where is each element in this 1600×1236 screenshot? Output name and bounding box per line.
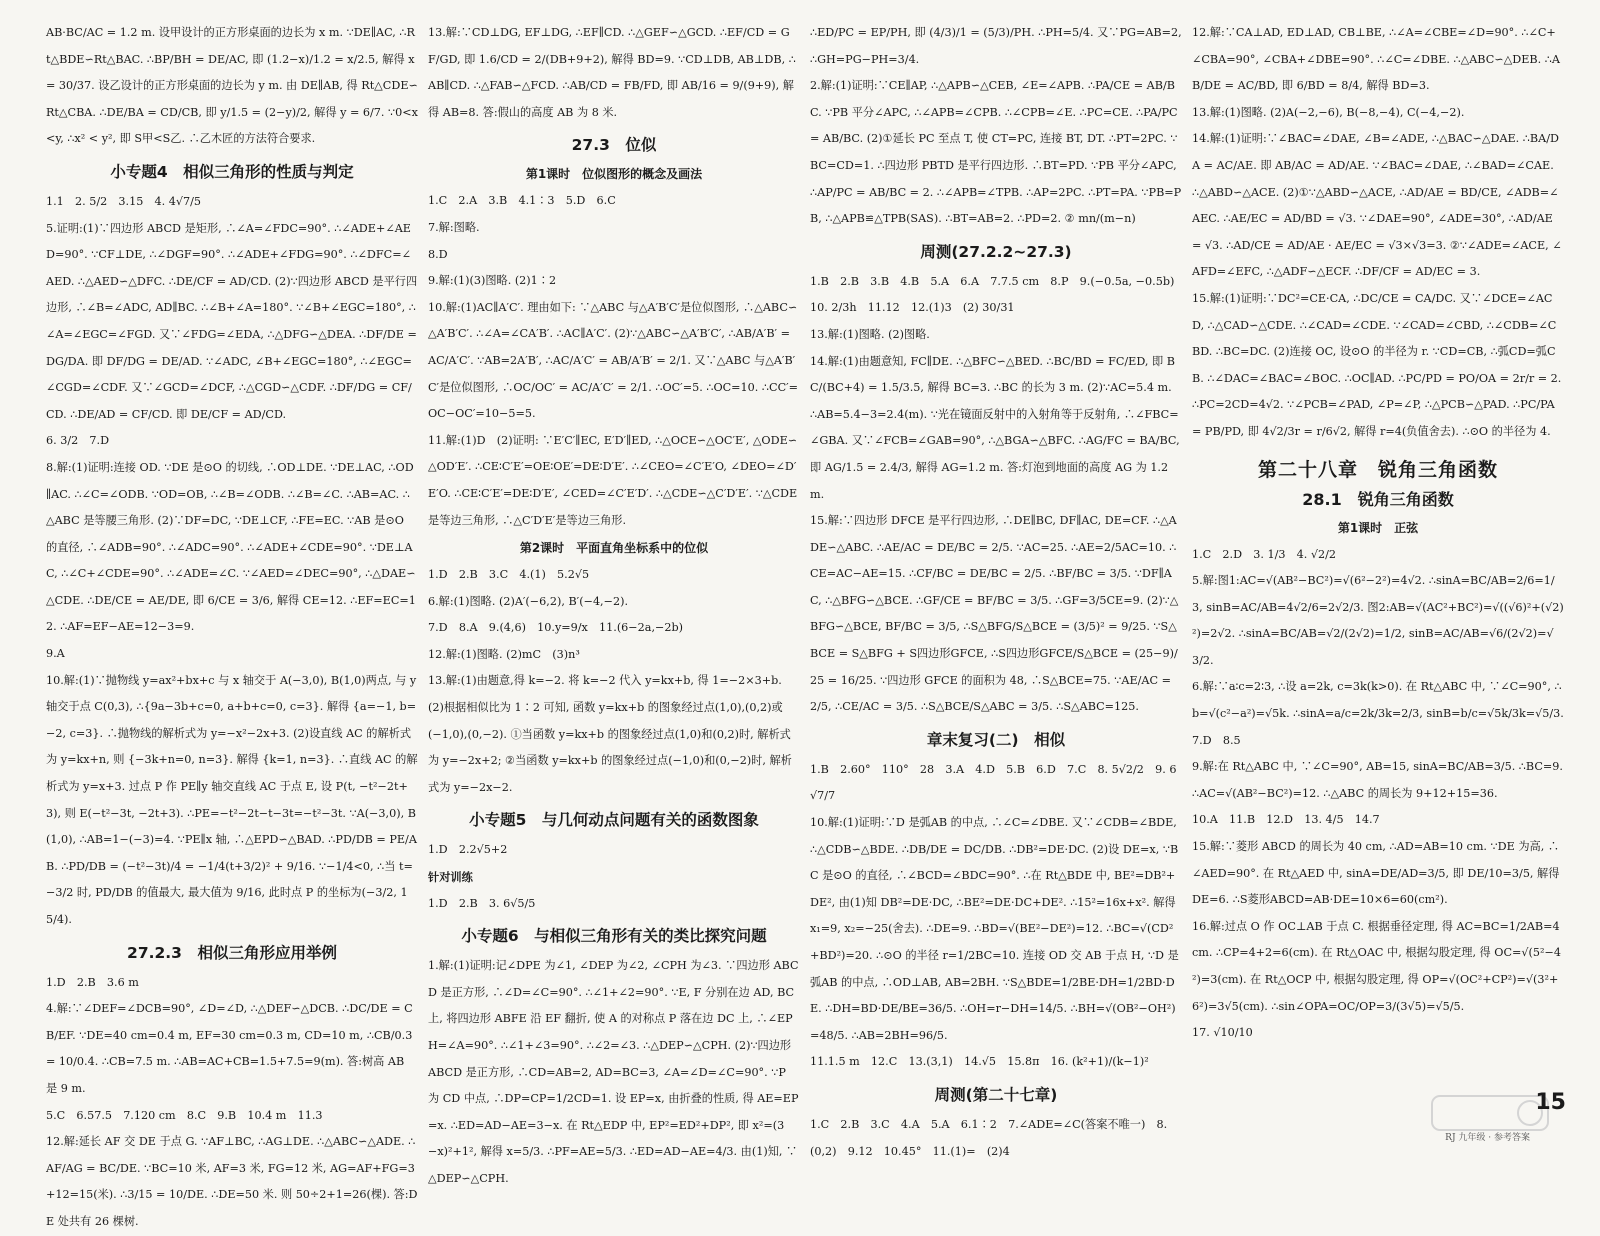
paragraph: 1.D 2.2√5+2 [428,843,508,857]
column-2 [428,20,800,1193]
section-heading: 27.3 位似 [571,136,657,155]
paragraph: 15.解:∵四边形 DFCE 是平行四边形, ∴DE∥BC, DF∥AC, DE=CF. ∴△ADE∽△ABC. ∴AE/AC = DE/BC = 2/5. ∵AC=25. ∴AE=2/5AC=10. ∴CE=AC−AE=15. ∴CF/BC = DE/BC = 2/5. ∴BF/BC = 3/5. ∵DF∥AC, ∴△BFG∽△BCE. ∴GF/CE = BF/BC = 3/5. ∴GF=3/5CE=9. (2)∵△BFG∽△BCE, BF/BC = 3/5, ∴S△BFG/S△BCE = (3/5)² = 9/25. ∵S△BCE = S△BFG + S四边形GFCE, ∴S四边形GFCE/S△BCE = (25−9)/25 = 16/25. ∵四边形 GFCE 的面积为 48, ∴S△BCE=75. ∵AE/AC = 2/5, ∴CE/AC = 3/5. ∴S△BCE/S△ABC = 3/5. ∴S△ABC=125. [810,514,1179,714]
paragraph: 8.D [428,247,448,261]
paragraph: 1.1 2. 5/2 3.15 4. 4√7/5 [46,194,201,208]
paragraph: 2.解:(1)证明:∵CE∥AP, ∴△APB∽△CEB, ∠E=∠APB. ∴PA/CE = AB/BC. ∵PB 平分∠APC, ∴∠APB=∠CPB. ∴∠CPB=∠E. ∴PC=CE. ∴PA/PC = AB/BC. (2)①延长 PC 至点 T, 使 CT=PC, 连接 BT, DT. ∴PT=2PC. ∵BC=CD=1. ∴四边形 PBTD 是平行四边形. ∴BT=PD. ∵PB 平分∠APC, ∴AP/PC = AB/BC = 2. ∴∠APB=∠TPB. ∴AP=2PC. ∴PT=PA. ∵PB=PB, ∴△APB≌△TPB(SAS). ∴BT=AB=2. ∴PD=2. ② mn/(m−n) [810,79,1182,226]
paragraph: 1.B 2.B 3.B 4.B 5.A 6.A 7.7.5 cm 8.P 9.(−0.5a, −0.5b) 10. 2/3h 11.12 12.(1)3 (2) 30/31 [810,274,1186,315]
section-heading: 周测(27.2.2∼27.3) [920,242,1072,261]
paragraph: 10.解:(1)AC∥A′C′. 理由如下: ∵△ABC 与△A′B′C′是位似图形, ∴△ABC∽△A′B′C′. ∴∠A=∠CA′B′. ∴AC∥A′C′. (2)∵△ABC∽△A′B′C′, ∴AB/A′B′ = AC/A′C′. ∵AB=2A′B′, ∴AC/A′C′ = AB/A′B′ = 2/1. 又∵△ABC 与△A′B′C′是位似图形, ∴OC/OC′ = AC/A′C′ = 2/1. ∴OC′=5. ∴OC=10. ∴CC′=OC−OC′=10−5=5. [428,300,799,421]
page-footer: RJ 九年级 · 参考答案 [1445,1133,1530,1143]
chapter-heading: 第二十八章 锐角三角函数 [1257,458,1498,481]
paragraph: AB·BC/AC = 1.2 m. 设甲设计的正方形桌面的边长为 x m. ∵DE∥AC, ∴Rt△BDE∽Rt△BAC. ∴BP/BH = DE/AC, 即 (1.2−x)/1.2 = x/2.5, 解得 x = 30/37. 设乙设计的正方形桌面的边长为 y m. 由 DE∥AB, 得 Rt△CDE∽Rt△CBA. ∴DE/BA = CD/CB, 即 y/1.5 = (2−y)/2, 解得 y = 6/7. ∵0<x<y, ∴x² < y², 即 S甲<S乙. ∴乙木匠的方法符合要求. [46,26,418,146]
paragraph: 1.C 2.D 3. 1/3 4. √2/2 [1192,547,1337,561]
page-number: 15 [1535,1090,1566,1115]
column-1 [46,20,418,1236]
paragraph: 13.解:(1)由题意,得 k=−2. 将 k=−2 代入 y=kx+b, 得 1=−2×3+b. (2)根据相似比为 1∶2 可知, 函数 y=kx+b 的图象经过点(1,0),(0,2)或(−1,0),(0,−2). ①当函数 y=kx+b 的图象经过点(1,0)和(0,2)时, 解析式为 y=−2x+2; ②当函数 y=kx+b 的图象经过点(−1,0)和(0,−2)时, 解析式为 y=−2x−2. [428,674,792,794]
paragraph: 10.A 11.B 12.D 13. 4/5 14.7 [1192,813,1380,827]
lesson-heading: 第1课时 正弦 [1337,520,1419,535]
lesson-heading: 第2课时 平面直角坐标系中的位似 [519,541,709,556]
paragraph: 1.D 2.B 3.6 m [46,975,139,989]
paragraph: 10.解:(1)∵抛物线 y=ax²+bx+c 与 x 轴交于 A(−3,0), B(1,0)两点, 与 y 轴交于点 C(0,3), ∴{9a−3b+c=0, a+b+c=0, c=3}. 解得 {a=−1, b=−2, c=3}. ∴抛物线的解析式为 y=−x²−2x+3. (2)设直线 AC 的解析式为 y=kx+n, 则 {−3k+n=0, n=3}. 解得 {k=1, n=3}. ∴直线 AC 的解析式为 y=x+3. 过点 P 作 PE∥y 轴交直线 AC 于点 E, 设 P(t, −t²−2t+3), 则 E(−t²−3t, −2t+3). ∴PE=−t²−2t−t−3t=−t²−3t. ∵A(−3,0), B(1,0), ∴AB=1−(−3)=4. ∵PE∥x 轴, ∴△EPD∽△BAD. ∴PD/DB = PE/AB. ∴PD/DB = (−t²−3t)/4 = −1/4(t+3/2)² + 9/16. ∵−1/4<0, ∴当 t=−3/2 时, PD/DB 的值最大, 最大值为 9/16, 此时点 P 的坐标为(−3/2, 15/4). [46,673,418,926]
paragraph: 13.解:(1)图略. (2)A(−2,−6), B(−8,−4), C(−4,−2). [1192,105,1465,119]
paragraph: 7.D 8.5 [1192,733,1241,747]
paragraph: 15.解:∵菱形 ABCD 的周长为 40 cm, ∴AD=AB=10 cm. ∵DE 为高, ∴∠AED=90°. 在 Rt△AED 中, sinA=DE/AD=3/5, 即 DE/10=3/5, 解得 DE=6. ∴S菱形ABCD=AB·DE=10×6=60(cm²). [1192,840,1560,907]
paragraph: 9.解:在 Rt△ABC 中, ∵∠C=90°, AB=15, sinA=BC/AB=3/5. ∴BC=9. ∴AC=√(AB²−BC²)=12. ∴△ABC 的周长为 9+12+15=36. [1192,760,1563,800]
section-heading: 27.2.3 相似三角形应用举例 [127,943,337,962]
paragraph: 1.C 2.B 3.C 4.A 5.A 6.1∶2 7.∠ADE=∠C(答案不唯一) 8.(0,2) 9.12 10.45° 11.(1)= (2)4 [810,1117,1168,1158]
paragraph: 5.证明:(1)∵四边形 ABCD 是矩形, ∴∠A=∠FDC=90°. ∴∠ADE+∠AED=90°. ∵CF⊥DE, ∴∠DGF=90°. ∴∠ADE+∠FDG=90°. ∴∠DFC=∠AED. ∴△AED∽△DFC. ∴DE/CF = AD/CD. (2)∵四边形 ABCD 是平行四边形, ∴∠B=∠ADC, AD∥BC. ∴∠B+∠A=180°. ∵∠B+∠EGC=180°, ∴∠A=∠EGC=∠FGD. 又∵∠FDG=∠EDA, ∴△DFG∽△DEA. ∴DF/DE = DG/DA. 即 DF/DG = DE/AD. ∵∠ADC, ∠B+∠EGC=180°, ∴∠EGC=∠CGD=∠CDF. 又∵∠GCD=∠DCF, ∴△CGD∽△CDF. ∴DF/DG = CF/CD. ∴DE/AD = CF/CD. 即 DE/CF = AD/CD. [46,221,418,421]
paragraph: ∴ED/PC = EP/PH, 即 (4/3)/1 = (5/3)/PH. ∴PH=5/4. 又∵PG=AB=2, ∴GH=PG−PH=3/4. [810,26,1182,66]
paragraph: 1.C 2.A 3.B 4.1∶3 5.D 6.C [428,194,616,208]
paragraph: 1.解:(1)证明:记∠DPE 为∠1, ∠DEP 为∠2, ∠CPH 为∠3. ∵四边形 ABCD 是正方形, ∴∠D=∠C=90°. ∴∠1+∠2=90°. ∵E, F 分别在边 AD, BC 上, 将四边形 ABFE 沿 EF 翻折, 使 A 的对称点 P 落在边 DC 上, ∴∠EPH=∠A=90°. ∴∠1+∠3=90°. ∴∠2=∠3. ∴△DEP∽△CPH. (2)∵四边形 ABCD 是正方形, ∴CD=AB=2, AD=BC=3, ∠A=∠D=∠C=90°. ∵P 为 CD 中点, ∴DP=CP=1/2CD=1. 设 EP=x, 由折叠的性质, 得 AE=EP=x. ∴ED=AD−AE=3−x. 在 Rt△EDP 中, EP²=ED²+DP², 即 x²=(3−x)²+1², 解得 x=5/3. ∴PF=AE=5/3. ∴ED=AD−AE=4/3. 由(1)知, ∵△DEP∽△CPH. [428,959,799,1185]
section-heading: 章末复习(二) 相似 [926,730,1066,749]
section-heading: 小专题4 相似三角形的性质与判定 [110,162,354,181]
paragraph: 12.解:(1)图略. (2)mC (3)n³ [428,647,580,661]
section-heading: 周测(第二十七章) [934,1085,1058,1104]
paragraph: 14.解:(1)证明:∵∠BAC=∠DAE, ∠B=∠ADE, ∴△BAC∽△DAE. ∴BA/DA = AC/AE. 即 AB/AC = AD/AE. ∵∠BAC=∠DAE, ∴∠BAD=∠CAE. ∴△ABD∽△ACE. (2)①∵△ABD∽△ACE, ∴AD/AE = BD/CE, ∠ADB=∠AEC. ∴AE/EC = AD/BD = √3. ∵∠DAE=90°, ∠ADE=30°, ∴AD/AE = √3. ∴AD/CE = AD/AE · AE/EC = √3×√3=3. ②∵∠ADE=∠ACE, ∠AFD=∠EFC, ∴△ADF∽△ECF. ∴DF/CF = AD/EC = 3. [1192,132,1562,279]
section-heading: 小专题6 与相似三角形有关的类比探究问题 [461,927,767,946]
paragraph: 9.解:(1)(3)图略. (2)1∶2 [428,274,557,288]
paragraph: 6.解:(1)图略. (2)A′(−6,2), B′(−4,−2). [428,594,629,608]
paragraph: 8.解:(1)证明:连接 OD. ∵DE 是⊙O 的切线, ∴OD⊥DE. ∵DE⊥AC, ∴OD∥AC. ∴∠C=∠ODB. ∵OD=OB, ∴∠B=∠ODB. ∴∠B=∠C. ∴AB=AC. ∴△ABC 是等腰三角形. (2)∵DF=DC, ∵DE⊥CF, ∴FE=EC. ∵AB 是⊙O 的直径, ∴∠ADB=90°. ∴∠ADC=90°. ∴∠ADE+∠CDE=90°. ∵DE⊥AC, ∴∠C+∠CDE=90°. ∴∠ADE=∠C. ∵∠AED=∠DEC=90°, ∴△DAE∽△CDE. ∴DE/CE = AE/DE, 即 6/CE = 3/6, 解得 CE=12. ∴EF=EC=12. ∴AF=EF−AE=12−3=9. [46,460,416,634]
paragraph: 13.解:(1)图略. (2)图略. [810,327,930,341]
column-4 [1192,20,1564,1047]
paragraph: 7.解:图略. [428,220,480,234]
paragraph: 6. 3/2 7.D [46,434,110,448]
paragraph: 7.D 8.A 9.(4,6) 10.y=9/x 11.(6−2a,−2b) [428,621,684,635]
paragraph: 4.解:∵∠DEF=∠DCB=90°, ∠D=∠D, ∴△DEF∽△DCB. ∴DC/DE = CB/EF. ∵DE=40 cm=0.4 m, EF=30 cm=0.3 m, CD=10 m, ∴CB/0.3 = 10/0.4. ∴CB=7.5 m. ∴AB=AC+CB=1.5+7.5=9(m). 答:树高 AB 是 9 m. [46,1002,413,1095]
section-heading: 小专题5 与几何动点问题有关的函数图象 [469,811,759,830]
column-3 [810,20,1186,1165]
paragraph: 5.C 6.57.5 7.120 cm 8.C 9.B 10.4 m 11.3 [46,1108,323,1122]
paragraph: 17. √10/10 [1192,1026,1253,1040]
paragraph: 11.解:(1)D (2)证明: ∵E′C′∥EC, E′D′∥ED, ∴△OCE∽△OC′E′, △ODE∽△OD′E′. ∴CE∶C′E′=OE∶OE′=DE∶D′E′. ∴∠CEO=∠C′E′O, ∠DEO=∠D′E′O. ∴CE∶C′E′=DE∶D′E′, ∠CED=∠C′E′D′. ∴△CDE∽△C′D′E′. ∵△CDE 是等边三角形, ∴△C′D′E′是等边三角形. [428,433,798,527]
paragraph: 14.解:(1)由题意知, FC∥DE. ∴△BFC∽△BED. ∴BC/BD = FC/ED, 即 BC/(BC+4) = 1.5/3.5, 解得 BC=3. ∴BC 的长为 3 m. (2)∵AC=5.4 m. ∴AB=5.4−3=2.4(m). ∵光在镜面反射中的入射角等于反射角, ∴∠FBC=∠GBA. 又∵∠FCB=∠GAB=90°, ∴△BGA∽△BFC. ∴AG/FC = BA/BC, 即 AG/1.5 = 2.4/3, 解得 AG=1.2 m. 答:灯泡到地面的高度 AG 为 1.2 m. [810,354,1180,501]
paragraph: 1.D 2.B 3. 6√5/5 [428,896,536,910]
paragraph: 11.1.5 m 12.C 13.(3,1) 14.√5 15.8π 16. (k²+1)/(k−1)² [810,1055,1149,1069]
paragraph: 针对训练 [428,870,473,885]
watermark-logo [1430,1092,1550,1134]
lesson-heading: 第1课时 位似图形的概念及画法 [525,167,703,182]
paragraph: 12.解:延长 AF 交 DE 于点 G. ∵AF⊥BC, ∴AG⊥DE. ∴△ABC∽△ADE. ∴AF/AG = BC/DE. ∵BC=10 米, AF=3 米, FG=12 米, AG=AF+FG=3+12=15(米). ∴3/15 = 10/DE. ∴DE=50 米. 则 50÷2+1=26(棵). 答:DE 处共有 26 棵树. [46,1135,418,1228]
paragraph: 12.解:∵CA⊥AD, ED⊥AD, CB⊥BE, ∴∠A=∠CBE=∠D=90°. ∴∠C+∠CBA=90°, ∠CBA+∠DBE=90°. ∴∠C=∠DBE. ∴△ABC∽△DEB. ∴AB/DE = AC/BD, 即 6/BD = 8/4, 解得 BD=3. [1192,26,1560,93]
watermark-icon [1430,1092,1550,1134]
paragraph: 6.解:∵a∶c=2∶3, ∴设 a=2k, c=3k(k>0). 在 Rt△ABC 中, ∵∠C=90°, ∴b=√(c²−a²)=√5k. ∴sinA=a/c=2k/3k=2/3, sinB=b/c=√5k/3k=√5/3. [1192,680,1564,721]
paragraph: 1.B 2.60° 110° 28 3.A 4.D 5.B 6.D 7.C 8. 5√2/2 9. 6√7/7 [810,762,1177,803]
paragraph: 9.A [46,647,65,661]
paragraph: 16.解:过点 O 作 OC⊥AB 于点 C. 根据垂径定理, 得 AC=BC=1/2AB=4 cm. ∴CP=4+2=6(cm). 在 Rt△OAC 中, 根据勾股定理, 得 OC=√(5²−4²)=3(cm). 在 Rt△OCP 中, 根据勾股定理, 得 OP=√(OC²+CP²)=√(3²+6²)=3√5(cm). ∴sin∠OPA=OC/OP=3/(3√5)=√5/5. [1192,919,1561,1013]
paragraph: 15.解:(1)证明:∵DC²=CE·CA, ∴DC/CE = CA/DC. 又∵∠DCE=∠ACD, ∴△CAD∽△CDE. ∴∠CAD=∠CDE. ∵∠CAD=∠CBD, ∴∠CDB=∠CBD. ∴BC=DC. (2)连接 OC, 设⊙O 的半径为 r. ∵CD=CB, ∴弧CD=弧CB. ∴∠DAC=∠BAC=∠BOC. ∴OC∥AD. ∴PC/PD = PO/OA = 2r/r = 2. ∴PC=2CD=4√2. ∵∠PCB=∠PAD, ∠P=∠P, ∴△PCB∽△PAD. ∴PC/PA = PB/PD, 即 4√2/3r = r/6√2, 解得 r=4(负值舍去). ∴⊙O 的半径为 4. [1192,291,1562,438]
paragraph: 10.解:(1)证明:∵D 是弧AB 的中点, ∴∠C=∠DBE. 又∵∠CDB=∠BDE, ∴△CDB∽△BDE. ∴DB/DE = DC/DB. ∴DB²=DE·DC. (2)设 DE=x, ∵BC 是⊙O 的直径, ∴∠BCD=∠BDC=90°. ∴在 Rt△BDE 中, BE²=DB²+DE², 由(1)知 DB²=DE·DC, ∴BE²=DE·DC+DE². ∴15²=16x+x². 解得 x₁=9, x₂=−25(舍去). ∴DE=9. ∴BD=√(BE²−DE²)=12. ∴BC=√(CD²+BD²)=20. ∴⊙O 的半径 r=1/2BC=10. 连接 OD 交 AB 于点 H, ∵D 是弧AB 的中点, ∴OD⊥AB, AB=2BH. ∵S△BDE=1/2BE·DH=1/2BD·DE. ∴DH=BD·DE/BE=36/5. ∴OH=r−DH=14/5. ∴BH=√(OB²−OH²)=48/5. ∴AB=2BH=96/5. [810,816,1179,1042]
paragraph: 13.解:∵CD⊥DG, EF⊥DG, ∴EF∥CD. ∴△GEF∽△GCD. ∴EF/CD = GF/GD, 即 1.6/CD = 2/(DB+9+2), 解得 BD=9. ∵CD⊥DB, AB⊥DB, ∴AB∥CD. ∴△FAB∽△FCD. ∴AB/CD = FB/FD, 即 AB/16 = 9/(9+9), 解得 AB=8. 答:假山的高度 AB 为 8 米. [428,26,796,119]
paragraph: 5.解:图1:AC=√(AB²−BC²)=√(6²−2²)=4√2. ∴sinA=BC/AB=2/6=1/3, sinB=AC/AB=4√2/6=2√2/3. 图2:AB=√(AC²+BC²)=√((√6)²+(√2)²)=2√2. ∴sinA=BC/AB=√2/(2√2)=1/2, sinB=AC/AB=√6/(2√2)=√3/2. [1192,574,1564,667]
section-heading: 28.1 锐角三角函数 [1302,489,1454,509]
paragraph: 1.D 2.B 3.C 4.(1) 5.2√5 [428,568,590,582]
